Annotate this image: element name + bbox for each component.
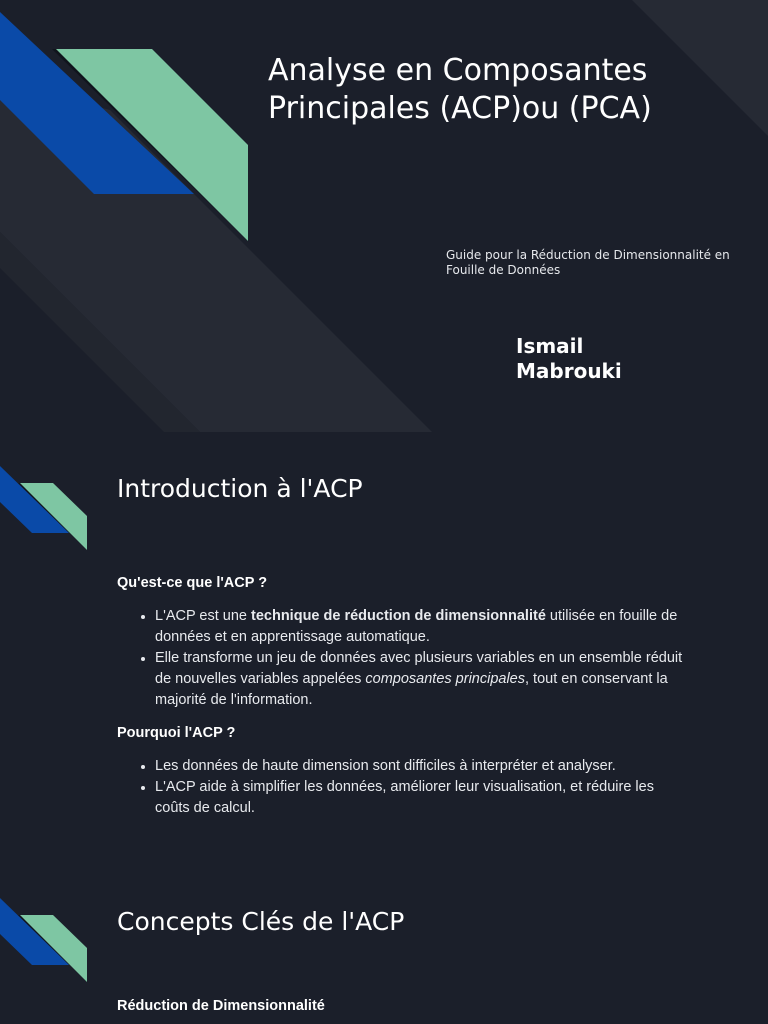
list-item: • L'ACP aide à simplifier les données, améliorer leur visualisation, et réduire les coûts de calcul. <box>155 777 687 819</box>
question-heading: Pourquoi l'ACP ? <box>117 725 236 741</box>
list-item: • Elle transforme un jeu de données avec plusieurs variables en un ensemble réduit de nouvelles variables appelées composantes principales, tout en conservant la majorité de l'information. <box>155 648 687 711</box>
intro-slide <box>0 432 768 864</box>
slide-body <box>117 573 687 831</box>
bullet-list <box>117 606 687 711</box>
title-slide <box>0 0 768 432</box>
question-heading: Qu'est-ce que l'ACP ? <box>117 575 268 591</box>
author-name: Ismail Mabrouki <box>516 334 622 383</box>
section-heading: Introduction à l'ACP <box>117 474 363 503</box>
concepts-decoration <box>0 864 120 994</box>
slide-body <box>117 996 687 1017</box>
page-title: Analyse en Composantes Principales (ACP)ou (PCA) <box>268 53 652 126</box>
question-heading: Réduction de Dimensionnalité <box>117 998 325 1014</box>
section-heading: Concepts Clés de l'ACP <box>117 907 405 936</box>
subtitle: Guide pour la Réduction de Dimensionnalité en Fouille de Données <box>446 248 730 277</box>
bullet-list <box>117 756 687 819</box>
list-item: • L'ACP est une technique de réduction de dimensionnalité utilisée en fouille de données et en apprentissage automatique. <box>155 606 687 648</box>
intro-decoration <box>0 432 120 562</box>
list-item: • Les données de haute dimension sont difficiles à interpréter et analyser. <box>155 756 687 777</box>
concepts-slide <box>0 864 768 1024</box>
